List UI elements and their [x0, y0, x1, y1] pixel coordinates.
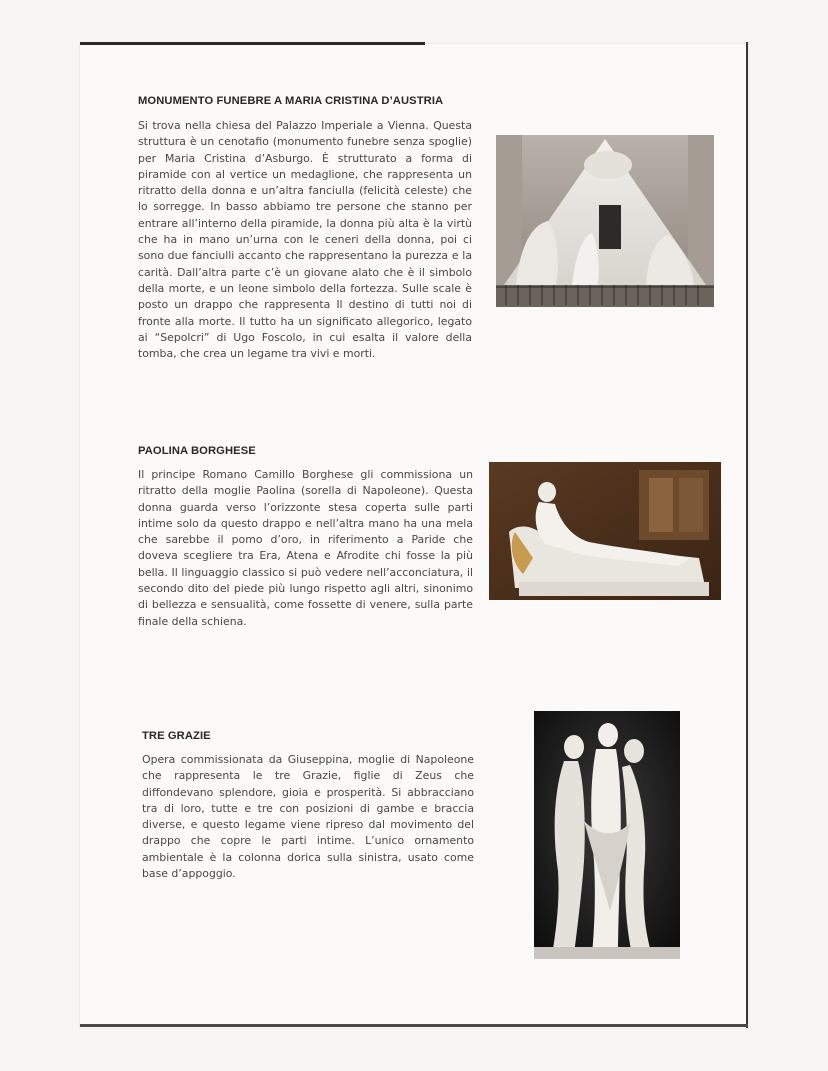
photo-paolina-borghese [489, 462, 721, 600]
bottom-border-line [80, 1024, 748, 1027]
section-title-tre-grazie: TRE GRAZIE [142, 730, 211, 742]
photo-tre-grazie [534, 711, 680, 959]
photo-monumento-funebre [496, 135, 714, 307]
section-title-paolina-borghese: PAOLINA BORGHESE [138, 445, 256, 457]
section-title-maria-cristina: MONUMENTO FUNEBRE A MARIA CRISTINA D’AUSTRIA [138, 95, 444, 107]
section-text-paolina-borghese: Il principe Romano Camillo Borghese gli commissiona un ritratto della moglie Paolina (sorella di Napoleone). Questa donna guarda verso l’orizzonte stesa coperta sulle parti intime solo da questo drappo e nell’altra mano ha una mela che sarebbe il pomo d’oro, in riferimento a Paride che doveva scegliere tra Era, Atena e Afrodite chi fosse la più bella. Il linguaggio classico si può vedere nell’acconciatura, il secondo dito del piede più lungo rispetto agli altri, sinonimo di bellezza e sensualità, come fossette di venere, sulla parte finale della schiena. [138, 468, 473, 628]
section-text-maria-cristina: Si trova nella chiesa del Palazzo Imperiale a Vienna. Questa struttura è un cenotafio (monumento funebre senza spoglie) per Maria Cristina d’Asburgo. È strutturato a forma di piramide con al vertice un medaglione, che rappresenta un ritratto della donna e un’altra fanciulla (felicità celeste) che lo sorregge. In basso abbiamo tre persone che stanno per entrare all’interno della piramide, la donna più alta è la virtù che ha in mano un’urna con le ceneri della donna, poi ci sono due fanciulli accanto che rappresentano la purezza e la carità. Dall’altra parte c’è un giovane alato che è il simbolo della morte, e un leone simbolo della fortezza. Sulle scale è posto un drappo che rappresenta Il destino di tutti noi di fronte alla morte. Il tutto ha un significato allegorico, legato ai “Sepolcri” di Ugo Foscolo, in cui esalta il valore della tomba, che crea un legame tra vivi e morti. [138, 119, 472, 361]
section-text-tre-grazie: Opera commissionata da Giuseppina, moglie di Napoleone che rappresenta le tre Grazie, figlie di Zeus che diffondevano splendore, gioia e prosperità. Si abbracciano tra di loro, tutte e tre con posizioni di gambe e braccia diverse, e questo legame viene ripreso dal movimento del drappo che copre le parti intime. L’unico ornamento ambientale è la colonna dorica sulla sinistra, usato come base d’appoggio. [142, 753, 474, 881]
top-border-line [80, 42, 425, 45]
right-border-line [746, 42, 748, 1028]
